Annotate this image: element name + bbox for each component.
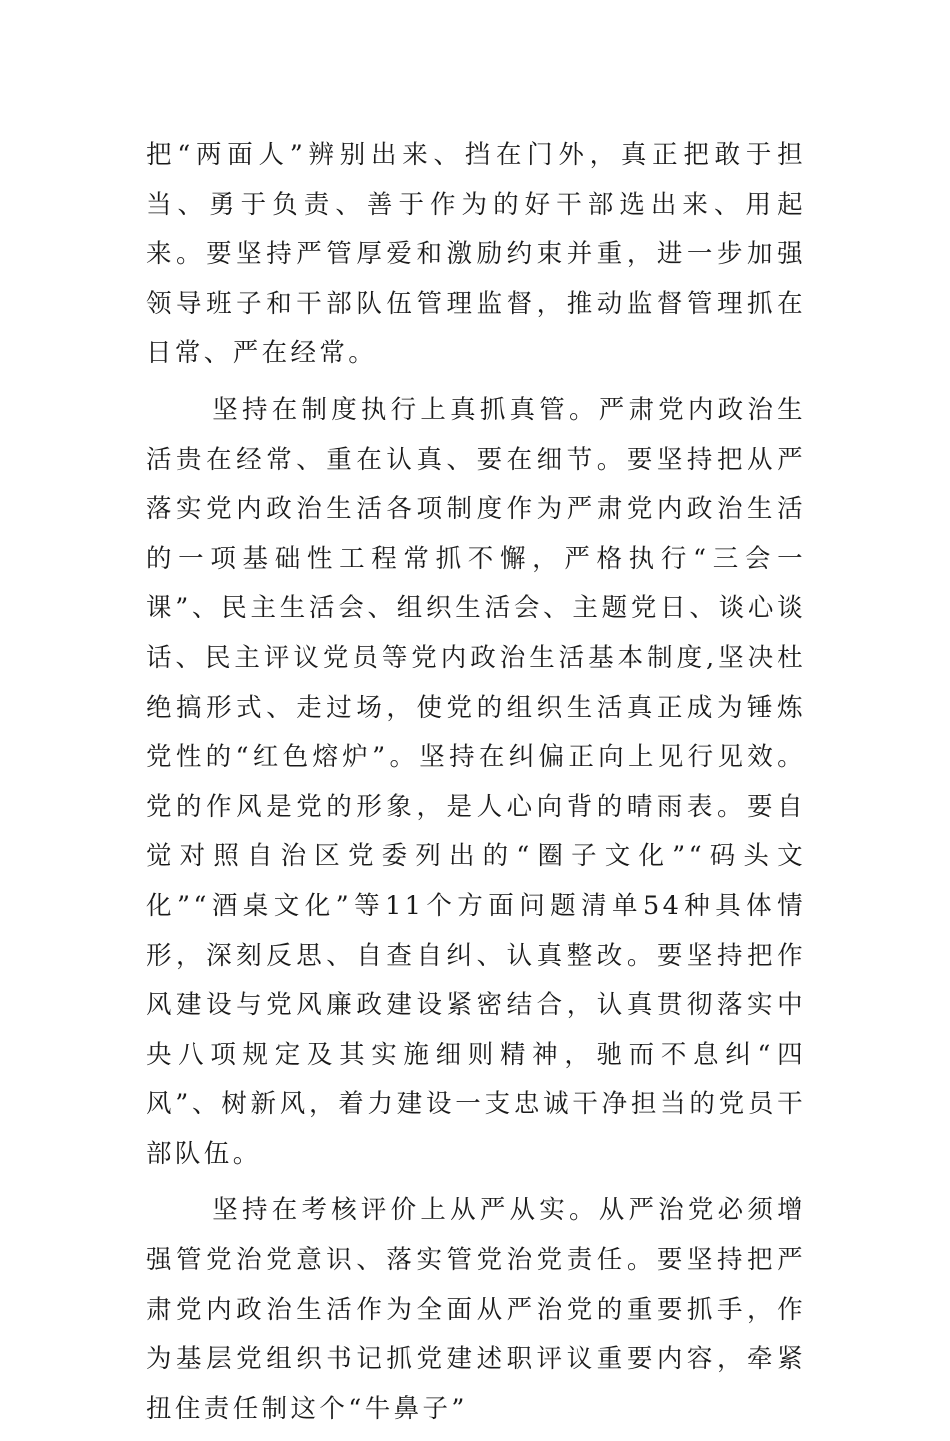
paragraph-assessment-evaluation: 坚持在考核评价上从严从实。从严治党必须增强管党治党意识、落实管党治党责任。要坚持把严肃党内政治生活作为全面从严治党的重要抓手，作为基层党组织书记抓党建述职评议重要内容，牵紧扭住责任制这个“牛鼻子” [146,1195,806,1424]
paragraph-institution-execution: 坚持在制度执行上真抓真管。严肃党内政治生活贵在经常、重在认真、要在细节。要坚持把从严落实党内政治生活各项制度作为严肃党内政治生活的一项基础性工程常抓不懈，严格执行“三会一课”、民主生活会、组织生活会、主题党日、谈心谈话、民主评议党员等党内政治生活基本制度,坚决杜绝搞形式、走过场，使党的组织生活真正成为锤炼党性的“红色熔炉”。坚持在纠偏正向上见行见效。党的作风是党的形象，是人心向背的晴雨表。要自觉对照自治区党委列出的“圈子文化”“码头文化”“酒桌文化”等11个方面问题清单54种具体情形，深刻反思、自查自纠、认真整改。要坚持把作风建设与党风廉政建设紧密结合，认真贯彻落实中央八项规定及其实施细则精神，驰而不息纠“四风”、树新风，着力建设一支忠诚干净担当的党员干部队伍。 [146,394,806,1169]
document-body [146,131,806,1441]
paragraph-continuation: 把“两面人”辨别出来、挡在门外，真正把敢于担当、勇于负责、善于作为的好干部选出来、用起来。要坚持严管厚爱和激励约束并重，进一步加强领导班子和干部队伍管理监督，推动监督管理抓在日常、严在经常。 [146,140,806,369]
